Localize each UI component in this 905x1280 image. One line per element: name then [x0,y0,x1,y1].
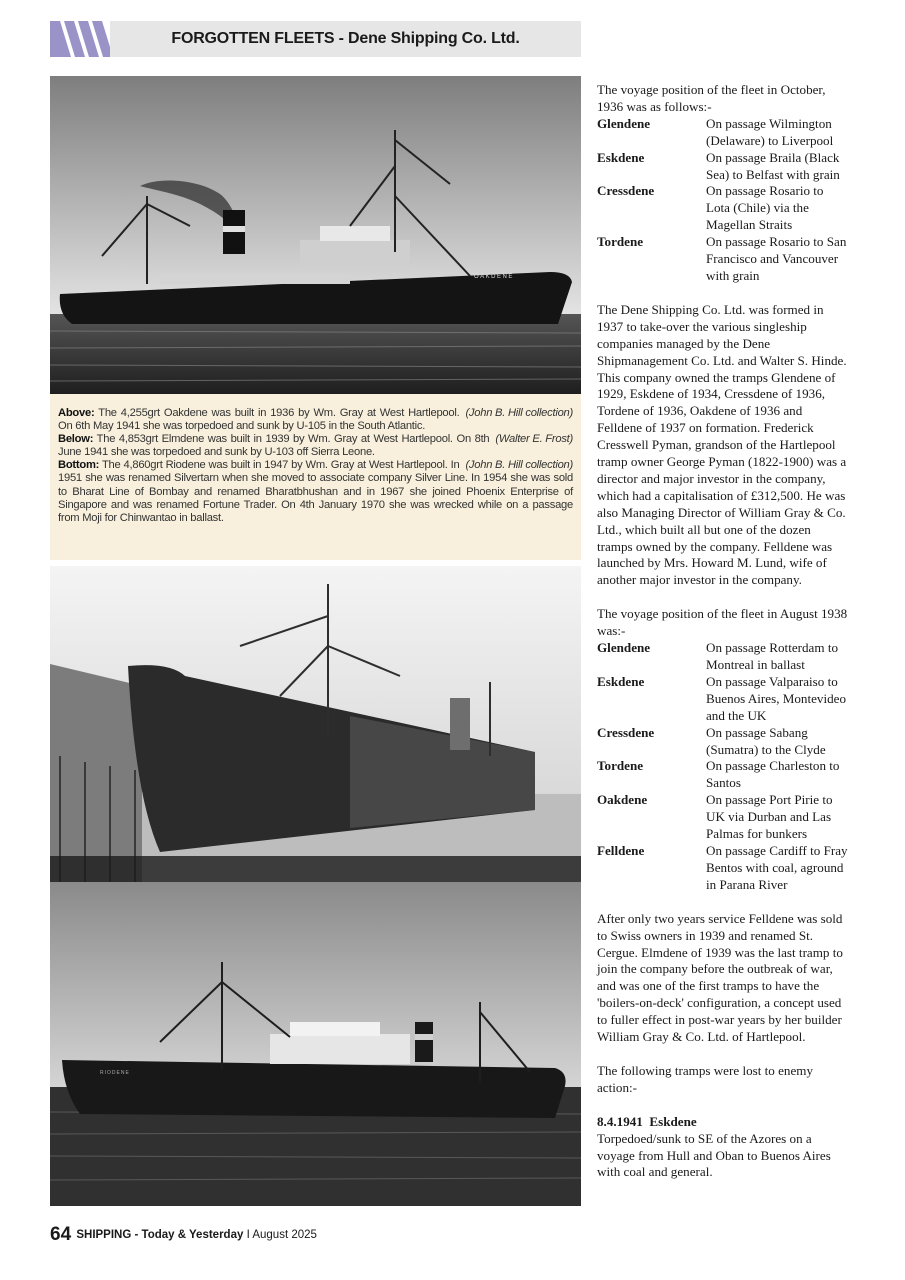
fleet-ship: Glendene [597,115,651,131]
page-title: FORGOTTEN FLEETS - Dene Shipping Co. Ltd. [171,30,520,47]
footer-separator: I [246,1229,250,1241]
fleet-position: On passage Cardiff to Fray Bentos with coal, aground in Parana River [706,842,848,892]
fleet-position: On passage Rosario to Lota (Chile) via the Magellan Straits [706,183,824,233]
issue-date: August 2025 [252,1229,317,1241]
fleet-position: On passage Port Pirie to UK via Durban and Las Palmas for bunkers [706,792,833,842]
hull-name-oakdene: OAKDENE [474,274,514,280]
intro-1938: The voyage position of the fleet in August 1938 was:- [597,606,848,639]
loss-heading: 8.4.1941 Eskdene [597,1113,697,1129]
caption-bottom: (John B. Hill collection) Bottom: The 4,860grt Riodene was built in 1947 by Wm. Gray at West Hartlepool. In 1951 she was renamed Silvertarn when she moved to associate company Silver Line. In 1954 she was sold to Bharat Line of Bombay and renamed Bharatbhushan and in 1967 she joined Phoenix Enterprise of Singapore and was renamed Fortune Trader. On 4th January 1970 she was wrecked while on a passage from Moji for Chinwantao in ballast. [58,459,573,524]
fleet-ship: Glendene [597,640,651,656]
fleet-position: On passage Rosario to San Francisco and Vancouver with grain [706,234,847,283]
fleet-ship: Tordene [597,758,644,774]
photo-caption-box [50,394,581,560]
caption-above: (John B. Hill collection) Above: The 4,255grt Oakdene was built in 1936 by Wm. Gray at West Hartlepool. On 6th May 1941 she was torpedoed and sunk by U-105 in the South Atlantic. [58,407,573,433]
photo-elmdene [50,566,581,882]
page-number: 64 [50,1224,72,1245]
photo-riodene [50,882,581,1206]
fleet-position: On passage Valparaiso to Buenos Aires, Montevideo and the UK [706,673,847,723]
article-column [597,82,849,1181]
caption-below: (Walter E. Frost) Below: The 4,853grt Elmdene was built in 1939 by Wm. Gray at West Hartlepool. On 8th June 1941 she was torpedoed and sunk by U-103 off Sierra Leone. [58,433,573,459]
fleet-position: On passage Braila (Black Sea) to Belfast with grain [706,149,840,182]
magazine-name: SHIPPING - Today & Yesterday [76,1229,244,1241]
fleet-ship: Eskdene [597,673,645,689]
header-stripes-logo [50,21,110,57]
fleet-ship: Cressdene [597,724,655,740]
fleet-ship: Cressdene [597,183,655,199]
fleet-position: On passage Sabang (Sumatra) to the Clyde [706,724,826,757]
page-footer [50,1224,317,1246]
paragraph-formation: The Dene Shipping Co. Ltd. was formed in 1937 to take-over the various singleship companies managed by the Dene Shipmanagement Co. Ltd. and Walter S. Hinde. This company owned the tramps Glendene of 1929, Eskdene of 1934, Cressdene of 1936, Tordene of 1936, Oakdene of 1936 and Felldene of 1937 on formation. Frederick Cresswell Pyman, grandson of the Hartlepool tramp owner George Pyman (1822-1900) was a director and major investor in the company, which had a capitalisation of £312,500. He was also Managing Director of William Gray & Co. Ltd., which built all but one of the dozen tramps owned by the company. Felldene was launched by Mrs. Howard M. Lund, wife of another major investor in the company. [597,301,847,588]
fleet-list-1936 [597,116,849,285]
fleet-list-1938 [597,640,849,894]
intro-1936: The voyage position of the fleet in October, 1936 was as follows:- [597,82,826,114]
loss-text: Torpedoed/sunk to SE of the Azores on a voyage from Hull and Oban to Buenos Aires with coal and general. [597,1130,831,1180]
fleet-ship: Eskdene [597,149,645,165]
fleet-ship: Oakdene [597,792,648,808]
fleet-position: On passage Wilmington (Delaware) to Liverpool [706,115,834,148]
fleet-ship: Tordene [597,234,644,250]
paragraph-felldene: After only two years service Felldene was sold to Swiss owners in 1939 and renamed St. Cergue. Elmdene of 1939 was the last tramp to join the company before the outbreak of war, and was one of the first tramps to have the 'boilers-on-deck' configuration, a concept used to fuller effect in post-war years by her builder William Gray & Co. Ltd. of Hartlepool. [597,910,843,1045]
fleet-ship: Felldene [597,842,645,858]
hull-name-riodene: RIODENE [100,1070,130,1076]
photo-oakdene [50,76,581,394]
fleet-position: On passage Rotterdam to Montreal in ballast [706,640,838,672]
paragraph-lost: The following tramps were lost to enemy action:- [597,1062,813,1095]
fleet-position: On passage Charleston to Santos [706,758,840,791]
